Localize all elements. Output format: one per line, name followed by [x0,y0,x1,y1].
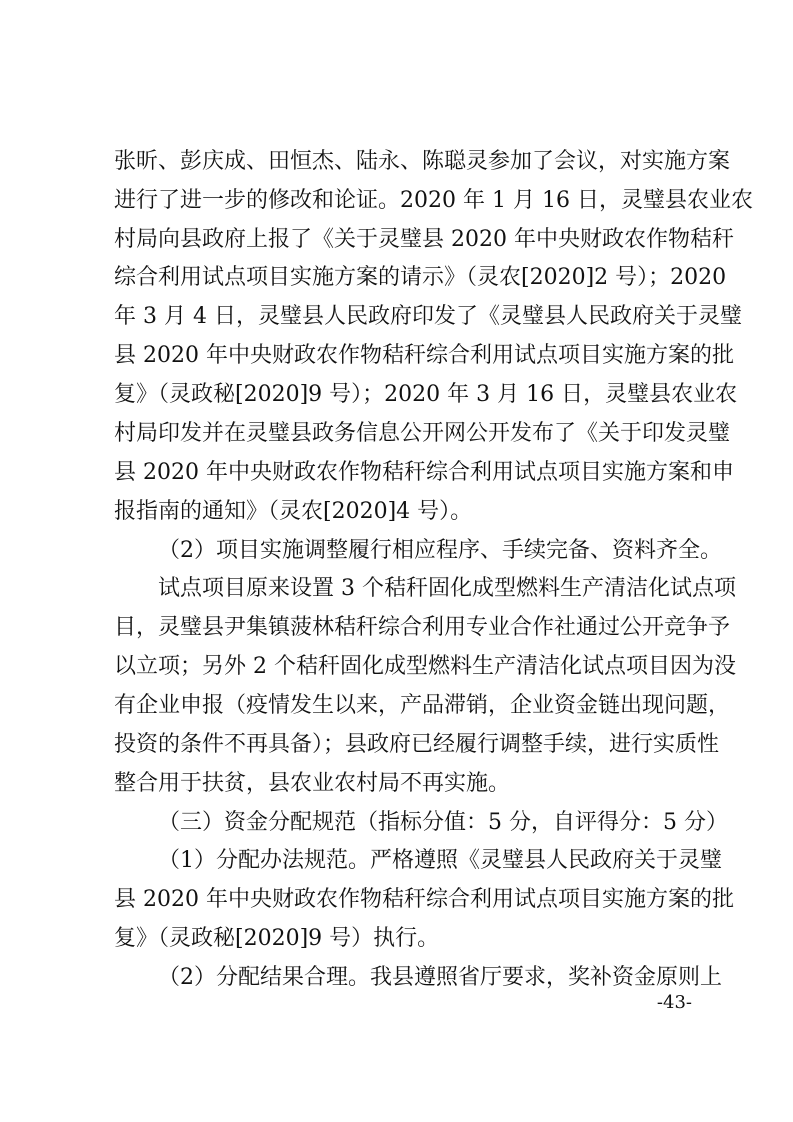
text-line: 复》（灵政秘[2020]9 号）；2020 年 3 月 16 日，灵璧县农业农 [114,382,738,407]
text-line: 县 2020 年中央财政农作物秸秆综合利用试点项目实施方案和申 [114,460,734,485]
text-line: 复》（灵政秘[2020]9 号）执行。 [114,926,440,951]
section-heading: （三）资金分配规范（指标分值：5 分，自评得分：5 分） [158,810,728,835]
text-line: 投资的条件不再具备）；县政府已经履行调整手续，进行实质性 [114,732,720,757]
text-line: 目，灵璧县尹集镇菠林秸秆综合利用专业合作社通过公开竞争予 [114,615,731,640]
page-number: -43- [656,992,692,1013]
text-line: 整合用于扶贫，县农业农村局不再实施。 [114,771,511,796]
text-line: 年 3 月 4 日，灵璧县人民政府印发了《灵璧县人民政府关于灵璧 [114,304,742,329]
text-line: 张昕、彭庆成、田恒杰、陆永、陈聪灵参加了会议，对实施方案 [114,149,731,174]
text-line: 县 2020 年中央财政农作物秸秆综合利用试点项目实施方案的批 [114,343,734,368]
text-line: （2）分配结果合理。我县遵照省厅要求，奖补资金原则上 [158,965,722,990]
text-line: 进行了进一步的修改和论证。2020 年 1 月 16 日，灵璧县农业农 [114,188,753,213]
text-line: （1）分配办法规范。严格遵照《灵璧县人民政府关于灵璧 [158,848,722,873]
text-line: 有企业申报（疫情发生以来，产品滞销，企业资金链出现问题， [114,693,731,718]
text-line: 村局向县政府上报了《关于灵璧县 2020 年中央财政农作物秸秆 [114,227,734,252]
text-line: 报指南的通知》（灵农[2020]4 号）。 [114,499,473,524]
text-line: 综合利用试点项目实施方案的请示》（灵农[2020]2 号）；2020 [114,265,727,290]
section-heading: （2）项目实施调整履行相应程序、手续完备、资料齐全。 [158,538,722,563]
text-line: 以立项；另外 2 个秸秆固化成型燃料生产清洁化试点项目因为没 [114,654,736,679]
text-line: 县 2020 年中央财政农作物秸秆综合利用试点项目实施方案的批 [114,887,734,912]
text-line: 试点项目原来设置 3 个秸秆固化成型燃料生产清洁化试点项 [158,576,736,601]
text-line: 村局印发并在灵璧县政务信息公开网公开发布了《关于印发灵璧 [114,421,731,446]
